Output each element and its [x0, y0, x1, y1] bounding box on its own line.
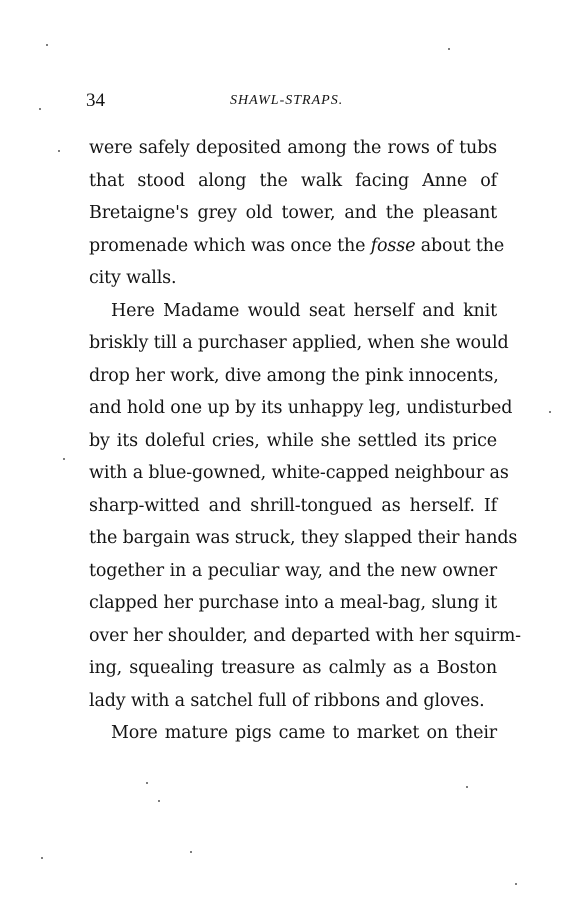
scan-speck	[146, 782, 148, 784]
text-line: clapped her purchase into a meal-bag, slung it	[89, 593, 497, 613]
scan-speck	[190, 851, 192, 853]
italic-word: fosse	[370, 235, 416, 256]
text-span: promenade which was once the	[89, 235, 371, 256]
text-line: by its doleful cries, while she settled its price	[89, 430, 497, 451]
scan-speck	[466, 786, 468, 788]
text-line: over her shoulder, and departed with her squirm-	[89, 625, 521, 646]
page-number: 34	[86, 90, 105, 111]
scan-speck	[63, 458, 65, 460]
running-head: SHAWL-STRAPS.	[230, 93, 344, 108]
body-text	[89, 132, 521, 750]
text-line: that stood along the walk facing Anne of	[89, 170, 497, 191]
text-line	[89, 230, 505, 263]
text-line: and hold one up by its unhappy leg, undisturbed	[89, 398, 513, 418]
scan-speck	[39, 108, 41, 110]
text-line: sharp-witted and shrill-tongued as herself. If	[89, 495, 497, 516]
text-line: ing, squealing treasure as calmly as a Boston	[89, 658, 497, 678]
text-line: drop her work, dive among the pink innocents,	[89, 365, 499, 386]
scan-speck	[515, 883, 517, 885]
scan-speck	[448, 48, 450, 50]
text-span: about the	[415, 235, 505, 256]
scan-speck	[41, 857, 43, 859]
scan-speck	[549, 411, 551, 413]
page-header	[0, 90, 565, 120]
text-line: with a blue-gowned, white-capped neighbour as	[89, 463, 509, 483]
text-line: Bretaigne's grey old tower, and the pleasant	[89, 203, 497, 223]
text-line: were safely deposited among the rows of tubs	[89, 138, 497, 158]
text-line: briskly till a purchaser applied, when she would	[89, 333, 509, 353]
scan-speck	[158, 800, 160, 802]
paragraph-end-line: lady with a satchel full of ribbons and gloves.	[89, 690, 485, 711]
paragraph-start-line: Here Madame would seat herself and knit	[111, 300, 497, 321]
scan-speck	[46, 44, 48, 46]
paragraph-start-line: More mature pigs came to market on their	[111, 723, 497, 743]
text-line: together in a peculiar way, and the new owner	[89, 560, 497, 581]
text-line: the bargain was struck, they slapped their hands	[89, 528, 518, 548]
scan-speck	[58, 150, 60, 152]
paragraph-end-line: city walls.	[89, 268, 177, 288]
